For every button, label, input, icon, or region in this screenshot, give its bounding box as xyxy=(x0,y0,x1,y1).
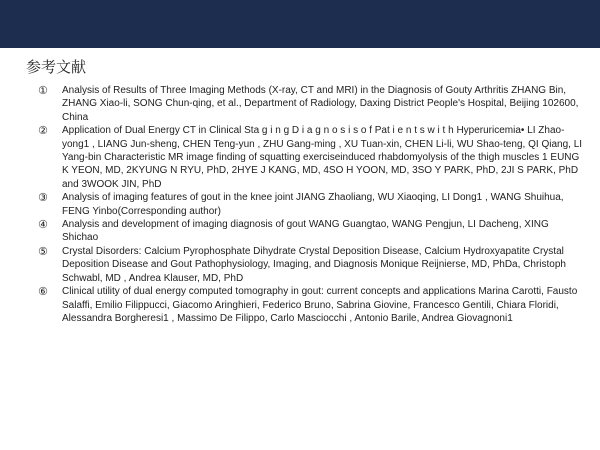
reference-marker: ④ xyxy=(38,218,48,232)
reference-text: Analysis and development of imaging diagnosis of gout WANG Guangtao, WANG Pengjun, LI Dacheng, XING Shichao xyxy=(62,219,549,244)
reference-item-2 xyxy=(38,124,586,191)
reference-item-6 xyxy=(38,285,586,325)
reference-text: Analysis of imaging features of gout in the knee joint JIANG Zhaoliang, WU Xiaoqing, LI Dong1 , WANG Shuihua, FENG Yinbo(Corresponding author) xyxy=(62,192,564,217)
reference-marker: ① xyxy=(38,84,48,97)
page-title: 参考文献 xyxy=(26,58,87,76)
reference-marker: ⑤ xyxy=(38,244,48,258)
reference-item-3 xyxy=(38,191,586,218)
reference-text: Analysis of Results of Three Imaging Methods (X-ray, CT and MRI) in the Diagnosis of Gouty Arthritis ZHANG Bin, ZHANG Xiao-li, SONG Chun-qing, et al., Department of Radiology, Daxing District People's Hospital, Beijing 102600, China xyxy=(62,85,579,123)
header-band xyxy=(0,0,600,48)
reference-item-1 xyxy=(38,84,586,124)
reference-item-5 xyxy=(38,245,586,285)
reference-marker: ⑥ xyxy=(38,285,48,299)
reference-marker: ② xyxy=(38,124,48,138)
reference-marker: ③ xyxy=(38,191,48,205)
reference-text: Application of Dual Energy CT in Clinical Sta g i n g D i a g n o s i s o f Pat i e n t s w i t h Hyperuricemia• LI Zhao-yong1 , LIANG Jun-sheng, CHEN Teng-yun , ZHU Gang-ming , XU Tuan-xin, CHEN Li-li, WU Shao-teng, QI Qiang, LI Yang-bin Characteristic MR image finding of squatting exerciseinduced rhabdomyolysis of the thigh muscles 1 EUNG K YEON, MD, 2KYUNG N RYU, PhD, 2HYE J KANG, MD, 4SO H YOON, MD, 3SO Y PARK, PhD, 2JI S PARK, PhD and 3WOOK JIN, PhD xyxy=(62,125,583,190)
reference-item-4 xyxy=(38,218,586,245)
reference-list xyxy=(38,84,586,325)
reference-text: Clinical utility of dual energy computed tomography in gout: current concepts and applications Marina Carotti, Fausto Salaffi, Emilio Filippucci, Giacomo Aringhieri, Federico Bruno, Sabrina Giovine, Francesco Gentili, Chiara Floridi, Alessandra Borgheresi1 , Massimo De Filippo, Carlo Masciocchi , Antonio Barile, Andrea Giovagnoni1 xyxy=(62,286,578,324)
reference-text: Crystal Disorders: Calcium Pyrophosphate Dihydrate Crystal Deposition Disease, Calcium Hydroxyapatite Crystal Deposition Disease and Gout Pathophysiology, Imaging, and Diagnosis Monique Reijnierse, MD, PhDa, Christoph Schwabl, MD , Andrea Klauser, MD, PhD xyxy=(62,245,566,284)
